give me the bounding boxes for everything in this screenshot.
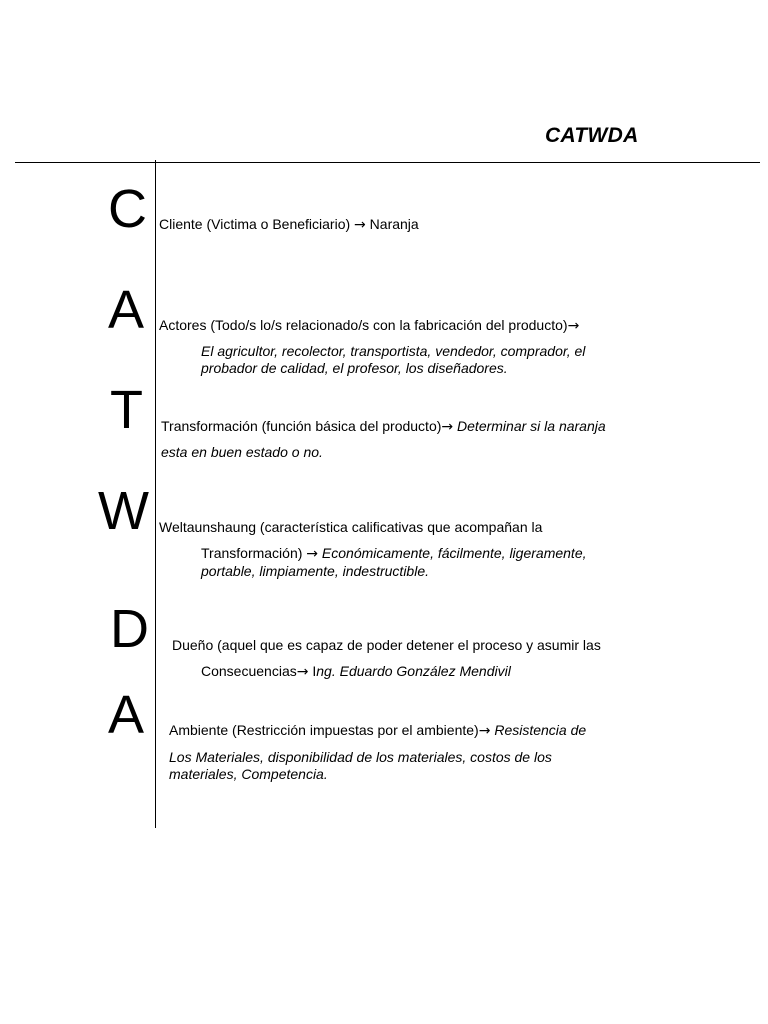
section-a1-line3: probador de calidad, el profesor, los diseñadores. xyxy=(201,360,508,376)
arrow-icon: → xyxy=(567,318,580,334)
section-c-label: Cliente (Victima o Beneficiario) xyxy=(159,216,355,232)
letter-t: T xyxy=(110,380,143,440)
letter-a-ambiente: A xyxy=(108,685,145,745)
section-w-line2-label: Transformación) xyxy=(201,545,307,561)
section-d-line2-value: ng. Eduardo González Mendivil xyxy=(316,663,511,679)
arrow-icon: → xyxy=(354,217,366,233)
section-c-value: Naranja xyxy=(365,216,419,232)
section-t-line2: esta en buen estado o no. xyxy=(161,444,323,460)
section-a2-line2: Los Materiales, disponibilidad de los materiales, costos de los xyxy=(169,749,552,765)
document-title: CATWDA xyxy=(545,124,639,147)
letter-c: C xyxy=(108,179,147,239)
arrow-icon: → xyxy=(478,723,491,739)
section-c-text xyxy=(159,215,419,234)
letter-w: W xyxy=(98,481,149,541)
section-a1-line2: El agricultor, recolector, transportista, vendedor, comprador, el xyxy=(201,343,586,359)
letter-d: D xyxy=(110,599,149,659)
section-a2-line3: materiales, Competencia. xyxy=(169,766,328,782)
section-d-line2-label: Consecuencias xyxy=(201,663,297,679)
arrow-icon: → xyxy=(296,664,309,680)
letter-a-actores: A xyxy=(108,280,145,340)
vertical-divider xyxy=(155,160,156,828)
section-w-line2 xyxy=(201,544,587,563)
arrow-icon: → xyxy=(306,546,319,562)
section-w-line2-value: Económicamente, fácilmente, ligeramente, xyxy=(318,545,587,561)
section-d-label: Dueño (aquel que es capaz de poder detener el proceso y asumir las xyxy=(172,637,601,653)
section-a1-text xyxy=(159,316,579,335)
section-w-line3: portable, limpiamente, indestructible. xyxy=(201,563,430,579)
section-a1-label: Actores (Todo/s lo/s relacionado/s con la fabricación del producto) xyxy=(159,317,568,333)
section-a2-text xyxy=(169,721,586,740)
section-t-text xyxy=(161,417,606,436)
section-a2-label: Ambiente (Restricción impuestas por el ambiente) xyxy=(169,722,479,738)
arrow-icon: → xyxy=(441,419,454,435)
section-d-line2-value-i: I xyxy=(308,663,317,679)
horizontal-divider xyxy=(15,162,760,163)
section-t-value: Determinar si la naranja xyxy=(453,418,606,434)
section-t-label: Transformación (función básica del producto) xyxy=(161,418,442,434)
section-a2-value: Resistencia de xyxy=(490,722,587,738)
section-d-line2 xyxy=(201,662,511,681)
section-w-label: Weltaunshaung (característica calificativas que acompañan la xyxy=(159,519,543,535)
